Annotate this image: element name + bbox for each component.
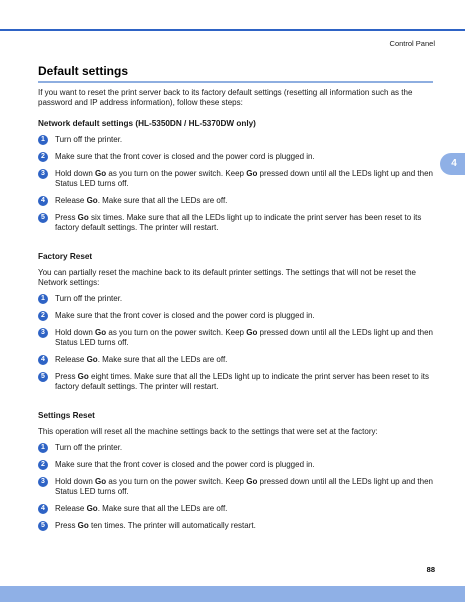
button-name: Go — [77, 521, 89, 530]
step-text — [55, 169, 433, 188]
step-text — [55, 504, 227, 513]
step-item — [38, 135, 434, 145]
step-text — [55, 328, 433, 347]
step-number-badge: 1 — [38, 135, 48, 145]
step-item — [38, 355, 434, 365]
settings-desc: This operation will reset all the machine settings back to the settings that were set at the factory: — [38, 427, 378, 436]
step-text-segment: as you turn on the power switch. Keep — [106, 328, 247, 337]
step-item — [38, 328, 434, 348]
step-text — [55, 311, 315, 320]
step-text-segment: Press — [55, 213, 78, 222]
step-text-segment: Press — [55, 372, 78, 381]
step-text-segment: . Make sure that all the LEDs are off. — [97, 196, 228, 205]
settings-section — [38, 411, 434, 531]
step-number-badge: 3 — [38, 169, 48, 179]
running-header: Control Panel — [389, 39, 435, 48]
step-number-badge: 1 — [38, 294, 48, 304]
step-item — [38, 311, 434, 321]
step-number-badge: 4 — [38, 196, 48, 206]
step-number-badge: 5 — [38, 213, 48, 223]
step-number-badge: 5 — [38, 372, 48, 382]
step-text-segment: Hold down — [55, 477, 96, 486]
settings-heading: Settings Reset — [38, 411, 95, 420]
step-text-segment: Turn off the printer. — [55, 294, 123, 303]
header-rule — [0, 29, 465, 31]
step-number-badge: 2 — [38, 152, 48, 162]
step-text-segment: six times. Make sure that all the LEDs light up to indicate the print server has been reset to its factory default settings. The printer will restart. — [55, 213, 422, 232]
button-name: Go — [246, 477, 258, 486]
step-text-segment: pressed down until all the LEDs light up and then Status LED turns off. — [55, 477, 433, 496]
button-name: Go — [86, 355, 98, 364]
network-steps — [38, 135, 434, 233]
step-text-segment: as you turn on the power switch. Keep — [106, 169, 247, 178]
button-name: Go — [246, 328, 258, 337]
step-text-segment: Hold down — [55, 328, 96, 337]
step-text — [55, 196, 227, 205]
factory-heading: Factory Reset — [38, 252, 93, 261]
settings-steps — [38, 443, 434, 531]
network-heading: Network default settings (HL-5350DN / HL-5370DW only) — [38, 119, 256, 128]
page-content — [38, 88, 434, 538]
step-text-segment: Release — [55, 355, 87, 364]
button-name: Go — [95, 169, 107, 178]
step-text — [55, 460, 315, 469]
step-text-segment: Turn off the printer. — [55, 443, 123, 452]
step-text — [55, 355, 227, 364]
step-number-badge: 4 — [38, 504, 48, 514]
step-text — [55, 294, 122, 303]
step-number-badge: 1 — [38, 443, 48, 453]
step-item — [38, 169, 434, 189]
factory-steps — [38, 294, 434, 392]
step-number-badge: 2 — [38, 311, 48, 321]
step-text-segment: Make sure that the front cover is closed and the power cord is plugged in. — [55, 311, 315, 320]
step-text-segment: Press — [55, 521, 78, 530]
button-name: Go — [86, 196, 98, 205]
step-number-badge: 4 — [38, 355, 48, 365]
step-text — [55, 521, 256, 530]
button-name: Go — [86, 504, 98, 513]
step-text — [55, 152, 315, 161]
network-section — [38, 119, 434, 233]
step-text-segment: Release — [55, 196, 87, 205]
factory-section — [38, 252, 434, 392]
step-text-segment: pressed down until all the LEDs light up and then Status LED turns off. — [55, 328, 433, 347]
step-text-segment: Make sure that the front cover is closed and the power cord is plugged in. — [55, 152, 315, 161]
step-text — [55, 213, 421, 232]
step-number-badge: 3 — [38, 328, 48, 338]
step-text-segment: Hold down — [55, 169, 96, 178]
step-text — [55, 372, 429, 391]
step-item — [38, 196, 434, 206]
step-text-segment: Turn off the printer. — [55, 135, 123, 144]
step-item — [38, 504, 434, 514]
step-item — [38, 460, 434, 470]
step-item — [38, 213, 434, 233]
intro-paragraph: If you want to reset the print server back to its factory default settings (resetting all information such as the password and IP address information), follow these steps: — [38, 88, 413, 107]
step-text-segment: eight times. Make sure that all the LEDs light up to indicate the print server has been reset to its factory default settings. The printer will restart. — [55, 372, 429, 391]
button-name: Go — [77, 372, 89, 381]
chapter-tab: 4 — [440, 153, 465, 175]
step-text — [55, 477, 433, 496]
step-text-segment: ten times. The printer will automatically restart. — [88, 521, 256, 530]
step-text — [55, 443, 122, 452]
footer-bar — [0, 586, 465, 602]
step-item — [38, 294, 434, 304]
step-text-segment: . Make sure that all the LEDs are off. — [97, 355, 228, 364]
step-number-badge: 2 — [38, 460, 48, 470]
page-title: Default settings — [38, 64, 129, 78]
button-name: Go — [95, 328, 107, 337]
step-item — [38, 372, 434, 392]
step-text-segment: pressed down until all the LEDs light up and then Status LED turns off. — [55, 169, 433, 188]
step-item — [38, 521, 434, 531]
step-number-badge: 3 — [38, 477, 48, 487]
step-text-segment: Release — [55, 504, 87, 513]
step-text-segment: Make sure that the front cover is closed and the power cord is plugged in. — [55, 460, 315, 469]
button-name: Go — [77, 213, 89, 222]
step-text-segment: . Make sure that all the LEDs are off. — [97, 504, 228, 513]
step-item — [38, 443, 434, 453]
step-text-segment: as you turn on the power switch. Keep — [106, 477, 247, 486]
button-name: Go — [246, 169, 258, 178]
step-text — [55, 135, 122, 144]
step-number-badge: 5 — [38, 521, 48, 531]
button-name: Go — [95, 477, 107, 486]
step-item — [38, 152, 434, 162]
page-number: 88 — [426, 565, 435, 574]
step-item — [38, 477, 434, 497]
factory-desc: You can partially reset the machine back to its default printer settings. The settings that will not be reset the Network settings: — [38, 268, 416, 287]
title-rule — [38, 81, 433, 83]
